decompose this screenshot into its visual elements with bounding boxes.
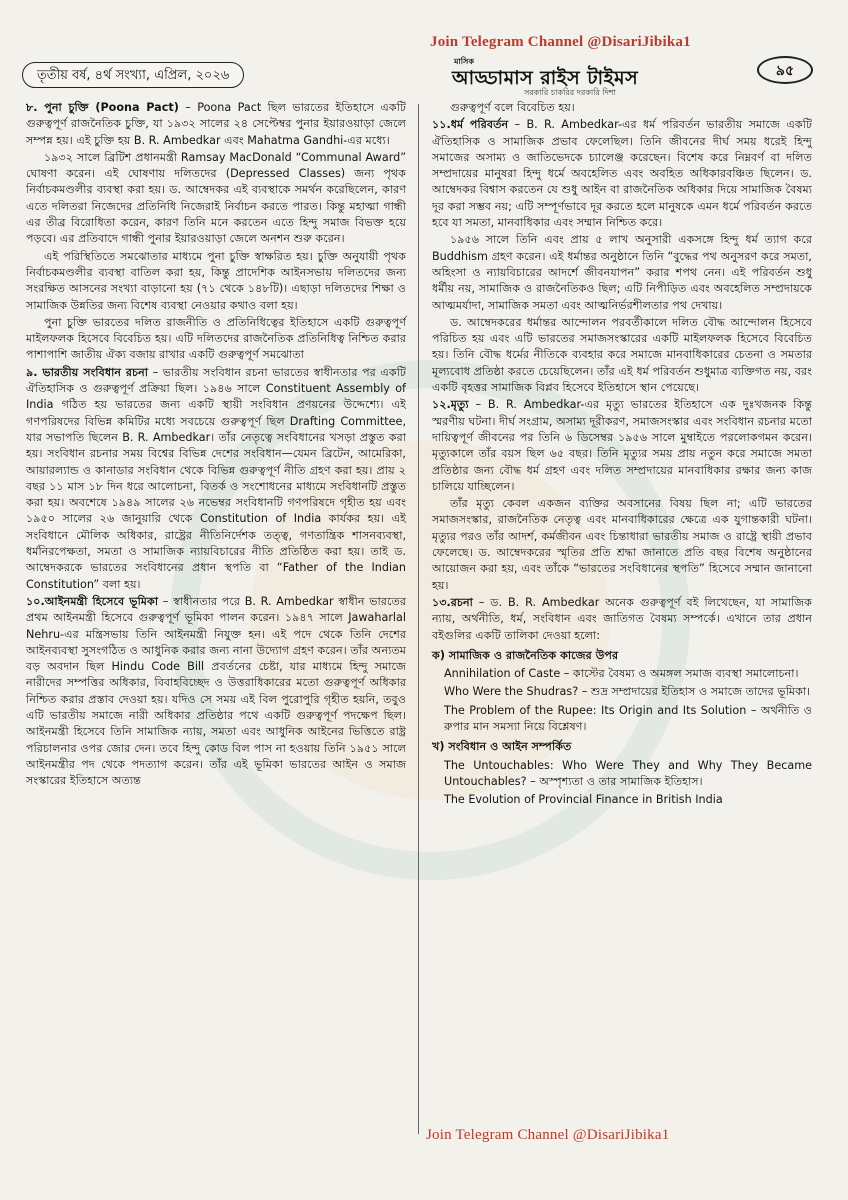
subsection-social-political: ক) সামাজিক ও রাজনৈতিক কাজের উপর: [432, 648, 619, 662]
issue-label: তৃতীয় বর্ষ, ৪র্থ সংখ্যা, এপ্রিল, ২০২৬: [22, 62, 244, 88]
book-desc: – অস্পৃশ্যতা ও তার সামাজিক ইতিহাস।: [526, 774, 703, 788]
left-column: [26, 100, 406, 790]
book-item: [444, 792, 812, 808]
column-divider: [418, 104, 419, 1134]
book-item: [444, 684, 812, 700]
page-header: [22, 52, 822, 97]
section-12-intro: [432, 397, 812, 495]
paragraph: ড. আম্বেদকরের ধর্মান্তর আন্দোলন পরবর্তীকালে দলিত বৌদ্ধ আন্দোলন হিসেবে পরিচিত হয় এবং এটি ভারতের সমাজসংস্কারের একটি মাইলফলক হিসেবে বিবেচিত হয়। তিনি বৌদ্ধ ধর্মের নীতিকে ব্যবহার করে সমাজে মানবাধিকারের চেতনা ও সমতার মূল্যবোধ প্রতিষ্ঠা করতে চেয়েছিলেন। তাঁর এই ধর্ম পরিবর্তন শুধুমাত্র ব্যক্তিগত নয়, বরং একটি বৃহত্তর সামাজিক বিপ্লব হিসেবে ইতিহাসে স্থান পেয়েছে।: [432, 315, 812, 395]
book-title: The Evolution of Provincial Finance in British India: [444, 793, 723, 807]
page-number: ৯৫: [757, 56, 813, 84]
section-10-text: – স্বাধীনতার পরে B. R. Ambedkar স্বাধীন ভারতের প্রথম আইনমন্ত্রী হিসেবে গুরুত্বপূর্ণ ভূমিকা পালন করেন। ১৯৪৭ সালে Jawaharlal Nehru-এর মন্ত্রিসভায় তিনি আইনমন্ত্রী নিযুক্ত হন। এই পদে থেকে তিনি দেশের আইনব্যবস্থা সুসংগঠিত ও আধুনিক করার জন্য নানা উদ্যোগ গ্রহণ করেন। তাঁর অন্যতম বড় অবদান ছিল Hindu Code Bill প্রবর্তনের চেষ্টা, যার মাধ্যমে হিন্দু সমাজে নারীদের সম্পত্তির অধিকার, বিবাহবিচ্ছেদ ও উত্তরাধিকারের মতো গুরুত্বপূর্ণ অধিকার নিশ্চিত করার প্রস্তাব দেওয়া হয়। যদিও সে সময় এই বিল পুরোপুরি গৃহীত হয়নি, তবুও এটি ভারতীয় সমাজে নারী অধিকার প্রতিষ্ঠার পথে একটি গুরুত্বপূর্ণ পদক্ষেপ ছিল। আইনমন্ত্রী হিসেবে তিনি সামাজিক ন্যায়, সমতা এবং আধুনিক আইনের ভিত্তিতে রাষ্ট্র পরিচালনার ওপর জোর দেন। তবে হিন্দু কোড বিল পাস না হওয়ায় তিনি ১৯৫১ সালে আইনমন্ত্রীর পদ থেকে পদত্যাগ করেন। তাঁর এই ভূমিকা ভারতের আইন ও সমাজ সংস্কারের ইতিহাসে অত্যন্ত: [26, 594, 407, 788]
subsection-constitution-law: খ) সংবিধান ও আইন সম্পর্কিত: [432, 740, 572, 754]
book-item: [444, 666, 812, 682]
book-desc: – শুদ্র সম্প্রদায়ের ইতিহাস ও সমাজে তাদের ভূমিকা।: [578, 685, 811, 699]
logo-tagline: সরকারি চাকরির দরকারি দিশা: [524, 88, 616, 97]
section-13-heading: ১৩.রচনা: [432, 595, 473, 609]
section-10-heading: ১০.আইনমন্ত্রী হিসেবে ভূমিকা: [26, 594, 159, 608]
telegram-watermark-top: Join Telegram Channel @DisariJibika1: [430, 34, 691, 50]
magazine-logo: [452, 57, 752, 97]
section-10-intro: [26, 594, 406, 790]
book-item: [444, 758, 812, 791]
section-8-text: – Poona Pact ছিল ভারতের ইতিহাসে একটি গুরুত্বপূর্ণ রাজনৈতিক চুক্তি, যা ১৯৩২ সালের ২৪ সেপ্টেম্বর পুনার ইয়ারওয়াড়া জেলে সম্পন্ন হয়। এই চুক্তি হয় B. R. Ambedkar এবং Mahatma Gandhi-এর মধ্যে।: [26, 101, 406, 147]
section-12-text: – B. R. Ambedkar-এর মৃত্যু ভারতের ইতিহাসে এক দুঃখজনক কিন্তু স্মরণীয় ঘটনা। দীর্ঘ সংগ্রাম, অসাম্য দূরীকরণ, সমাজসংস্কার এবং সংবিধান রচনার মতো দায়িত্বপূর্ণ জীবনের পর তিনি ৬ ডিসেম্বর ১৯৫৬ সালে মুম্বাইতে পরলোকগমন করেন। মৃত্যুকালে তাঁর বয়স ছিল ৬৫ বছর। তিনি মৃত্যুর সময় প্রায় নতুন করে সমাজে সমতা প্রতিষ্ঠার জন্য বৌদ্ধ ধর্ম গ্রহণ এবং দলিত সম্প্রদায়ের মানবাধিকার রক্ষার জন্য কাজ চালিয়ে যাচ্ছিলেন।: [432, 398, 812, 493]
section-13-intro: [432, 595, 812, 644]
paragraph: তাঁর মৃত্যু কেবল একজন ব্যক্তির অবসানের বিষয় ছিল না; এটি ভারতের সমাজসংস্কার, রাজনৈতিক নেতৃত্ব এবং মানবাধিকারের ক্ষেত্রে এক যুগান্তকারী ঘটনা। মৃত্যুর পরও তাঁর আদর্শ, কর্মজীবন এবং চিন্তাধারা ভারতীয় সমাজ ও রাষ্ট্রে স্থায়ী প্রভাব ফেলেছে। ড. আম্বেদকরের স্মৃতির প্রতি শ্রদ্ধা জানাতে প্রতি বছর বিশেষ অনুষ্ঠানের আয়োজন করা হয়, এবং তাঁকে “ভারতের সংবিধানের স্থপতি” হিসেবে সম্মান জানানো হয়।: [432, 497, 812, 592]
book-title: Who Were the Shudras?: [444, 685, 579, 699]
book-title: Annihilation of Caste: [444, 667, 561, 681]
logo-small-text: মাসিক: [454, 57, 474, 66]
telegram-watermark-bottom: Join Telegram Channel @DisariJibika1: [426, 1127, 670, 1143]
section-11-heading: ১১.ধর্ম পরিবর্তন: [432, 118, 509, 132]
book-item: [444, 703, 812, 736]
section-8-heading: ৮. পুনা চুক্তি (Poona Pact): [26, 101, 179, 114]
section-11-text: – B. R. Ambedkar-এর ধর্ম পরিবর্তন ভারতীয় সমাজে একটি ঐতিহাসিক ও সামাজিক প্রভাব ফেলেছিল। তিনি জীবনের দীর্ঘ সময় ধরেই হিন্দু সমাজের অসাম্য ও জাতিভেদকে চ্যালেঞ্জ করেছেন। বিশেষ করে নিম্নবর্ণ বা দলিত সম্প্রদায়ের মানুষরা হিন্দু ধর্মে অবহেলিত এবং অবহিত অধিকারবঞ্চিত ছিলেন। ড. আম্বেদকর বিশ্বাস করতেন যে শুধু আইন বা রাজনৈতিক অধিকার দিয়ে সামাজিক বৈষম্য দূর করা সম্ভব নয়; এটি সম্পূর্ণভাবে দূর করতে হলে মানুষকে এমন ধর্মে পরিবর্তন করতে হবে যা সমতা, মানবাধিকার এবং সম্মান নিশ্চিত করে।: [432, 118, 812, 230]
paragraph: ১৯৩২ সালে ব্রিটিশ প্রধানমন্ত্রী Ramsay MacDonald “Communal Award” ঘোষণা করেন। এই ঘোষণায় দলিতদের (Depressed Classes) জন্য পৃথক নির্বাচকমণ্ডলীর ব্যবস্থা করা হয়। ড. আম্বেদকর এই ব্যবস্থাকে সমর্থন করেছিলেন, কারণ এতে দলিতরা নিজেদের প্রতিনিধি নিজেরাই নির্বাচন করতে পারত। কিন্তু মহাত্মা গান্ধী এর তীব্র বিরোধিতা করেন, কারণ তিনি মনে করতেন এতে হিন্দু সমাজ বিভক্ত হয়ে পড়বে। এর প্রতিবাদে গান্ধী পুনার ইয়ারওয়াড়া জেলে অনশন শুরু করেন।: [26, 150, 406, 246]
continued-text: গুরুত্বপূর্ণ বলে বিবেচিত হয়।: [450, 101, 575, 114]
section-12-heading: ১২.মৃত্যু: [432, 398, 469, 412]
paragraph: ১৯৫৬ সালে তিনি এবং প্রায় ৫ লাখ অনুসারী একসঙ্গে হিন্দু ধর্ম ত্যাগ করে Buddhism গ্রহণ করেন। এই ধর্মান্তর অনুষ্ঠানে তিনি “বুদ্ধের পথ অনুসরণ করে সমতা, অহিংসা ও ন্যায়বিচারের আদর্শে জীবনযাপন” করার শপথ নেন। এই পরিবর্তন শুধু ধর্মীয় নয়, সামাজিক ও রাজনৈতিকও ছিল; এটি নিপীড়িত এবং অবহেলিত সম্প্রদায়কে আত্মমর্যাদা, সামাজিক সমতা এবং আত্মনির্ভরশীলতার পথ দেখায়।: [432, 233, 812, 312]
section-11-intro: [432, 117, 812, 231]
book-desc: – অর্থনীতি ও রুপার মান সমস্যা নিয়ে বিশ্লেষণ।: [444, 703, 812, 733]
book-desc: – কাস্টের বৈষম্য ও অমঙ্গল সমাজ ব্যবস্থা সমালোচনা।: [560, 667, 799, 681]
paragraph: পুনা চুক্তি ভারতের দলিত রাজনীতি ও প্রতিনিধিত্বের ইতিহাসে একটি গুরুত্বপূর্ণ মাইলফলক হিসেবে বিবেচিত হয়। এটি দলিতদের রাজনৈতিক প্রতিনিধিত্ব নিশ্চিত করার পাশাপাশি জাতীয় ঐক্য বজায় রাখার একটি গুরুত্বপূর্ণ সমঝোতা: [26, 315, 406, 362]
section-9-heading: ৯. ভারতীয় সংবিধান রচনা: [26, 365, 149, 379]
section-8-intro: [26, 100, 406, 149]
paragraph: এই পরিস্থিতিতে সমঝোতার মাধ্যমে পুনা চুক্তি স্বাক্ষরিত হয়। চুক্তি অনুযায়ী পৃথক নির্বাচকমণ্ডলীর ব্যবস্থা বাতিল করা হয়, কিন্তু প্রাদেশিক আইনসভায় দলিতদের জন্য সংরক্ষিত আসনের সংখ্যা বাড়ানো হয় (৭১ থেকে ১৪৮টি)। এছাড়া দলিতদের শিক্ষা ও সামাজিক উন্নতির জন্য বিশেষ ব্যবস্থা নেওয়ার কথাও বলা হয়।: [26, 249, 406, 312]
book-title: The Problem of the Rupee: Its Origin and Its Solution: [444, 703, 747, 717]
right-column: [432, 100, 812, 808]
book-title: The Untouchables: Who Were They and Why They Became Untouchables?: [444, 758, 812, 788]
section-9-intro: [26, 365, 406, 593]
logo-title: আড্ডামাস রাইস টাইমস: [452, 67, 639, 89]
section-9-text: – ভারতীয় সংবিধান রচনা ভারতের স্বাধীনতার পর একটি ঐতিহাসিক ও গুরুত্বপূর্ণ প্রক্রিয়া ছিল। ১৯৪৬ সালে Constituent Assembly of India গঠিত হয় ভারতের জন্য একটি স্থায়ী সংবিধান প্রণয়নের উদ্দেশ্যে। এই গণপরিষদের বিভিন্ন কমিটির মধ্যে সবচেয়ে গুরুত্বপূর্ণ ছিল Drafting Committee, যার সভাপতি ছিলেন B. R. Ambedkar। তাঁর নেতৃত্বে সংবিধানের খসড়া প্রস্তুত করা হয়। সংবিধান রচনার সময় বিশ্বের বিভিন্ন দেশের সংবিধান—যেমন ব্রিটেন, আমেরিকা, আয়ারল্যান্ড ও কানাডার সংবিধান থেকে বিভিন্ন গুরুত্বপূর্ণ নীতি গ্রহণ করা হয়। প্রায় ২ বছর ১১ মাস ১৮ দিন ধরে আলোচনা, বিতর্ক ও সংশোধনের মাধ্যমে সংবিধানটি প্রস্তুত করা হয়। অবশেষে ১৯৪৯ সালের ২৬ নভেম্বর সংবিধানটি গণপরিষদে গৃহীত হয় এবং ১৯৫০ সালের ২৬ জানুয়ারি থেকে Constitution of India কার্যকর হয়। এই সংবিধানে মৌলিক অধিকার, রাষ্ট্রের নীতিনির্দেশক তত্ত্ব, গণতান্ত্রিক শাসনব্যবস্থা, ধর্মনিরপেক্ষতা, সমতা ও সামাজিক ন্যায়বিচারের নীতি প্রতিষ্ঠিত করা হয়। তাই ড. আম্বেদকরকে ভারতের সংবিধানের প্রধান স্থপতি বা “Father of the Indian Constitution” বলা হয়।: [26, 365, 406, 591]
section-13-text: – ড. B. R. Ambedkar অনেক গুরুত্বপূর্ণ বই লিখেছেন, যা সামাজিক ন্যায়, অর্থনীতি, ধর্ম, সংবিধান এবং জাতিগত বৈষম্য সম্পর্কে। এখানে তার প্রধান বইগুলির একটি তালিকা দেওয়া হলো:: [432, 595, 812, 642]
